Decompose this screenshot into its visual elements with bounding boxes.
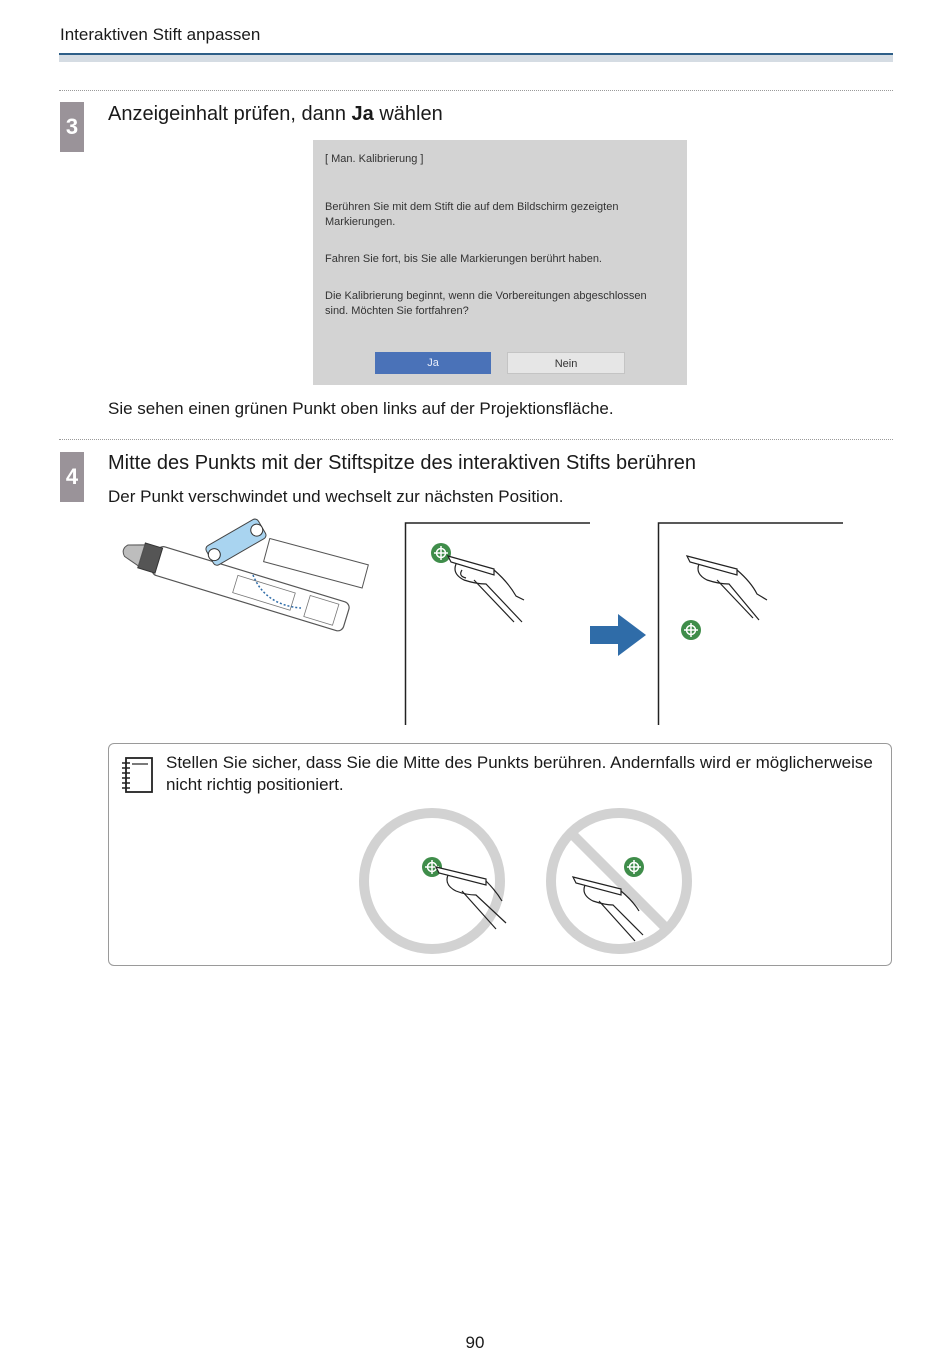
next-arrow-icon [590, 614, 646, 656]
step-3-title [108, 103, 443, 126]
step-4-title: Mitte des Punkts mit der Stiftspitze des interaktiven Stifts berühren [108, 452, 697, 474]
page-header-title: Interaktiven Stift anpassen [60, 25, 261, 44]
pen-battery-illustration [115, 515, 375, 640]
dialog-heading: [ Man. Kalibrierung ] [325, 153, 424, 165]
hand-pen-icon [573, 877, 643, 941]
calibration-dialog [313, 140, 687, 385]
screen-frame-after [657, 522, 847, 727]
step-3-title-bold: Ja [351, 103, 374, 125]
calibration-marker-icon [431, 543, 451, 563]
page-number: 90 [465, 1333, 485, 1352]
correct-touch-illustration [356, 805, 508, 957]
screen-frame-before [404, 522, 594, 727]
dialog-line-2: Fahren Sie fort, bis Sie alle Markierungen berührt haben. [325, 253, 602, 265]
section-divider [59, 439, 893, 440]
step-4-subtitle: Der Punkt verschwindet und wechselt zur nächsten Position. [108, 487, 564, 506]
step-3-result-text: Sie sehen einen grünen Punkt oben links auf der Projektionsfläche. [108, 399, 614, 418]
notebook-icon [120, 756, 156, 796]
incorrect-touch-illustration [543, 805, 695, 957]
header-band [59, 55, 893, 62]
dialog-line-3: Die Kalibrierung beginnt, wenn die Vorbereitungen abgeschlossen sind. Möchten Sie fortfahren? [325, 290, 647, 317]
calibration-marker-icon [624, 857, 644, 877]
no-button[interactable]: Nein [507, 352, 625, 374]
calibration-marker-icon [681, 620, 701, 640]
hand-pen-icon [448, 556, 524, 622]
hand-pen-icon [687, 556, 767, 620]
step-number-3: 3 [60, 102, 84, 152]
section-divider [59, 90, 893, 91]
yes-button[interactable]: Ja [375, 352, 491, 374]
step-3-title-end: wählen [373, 103, 443, 125]
step-3-title-start: Anzeigeinhalt prüfen, dann [108, 103, 352, 125]
step-number-4: 4 [60, 452, 84, 502]
dialog-line-1: Berühren Sie mit dem Stift die auf dem Bildschirm gezeigten Markierungen. [325, 201, 619, 228]
calibration-marker-icon [422, 857, 442, 877]
note-text: Stellen Sie sicher, dass Sie die Mitte des Punkts berühren. Andernfalls wird er möglicherweise nicht richtig positioniert. [166, 753, 873, 794]
